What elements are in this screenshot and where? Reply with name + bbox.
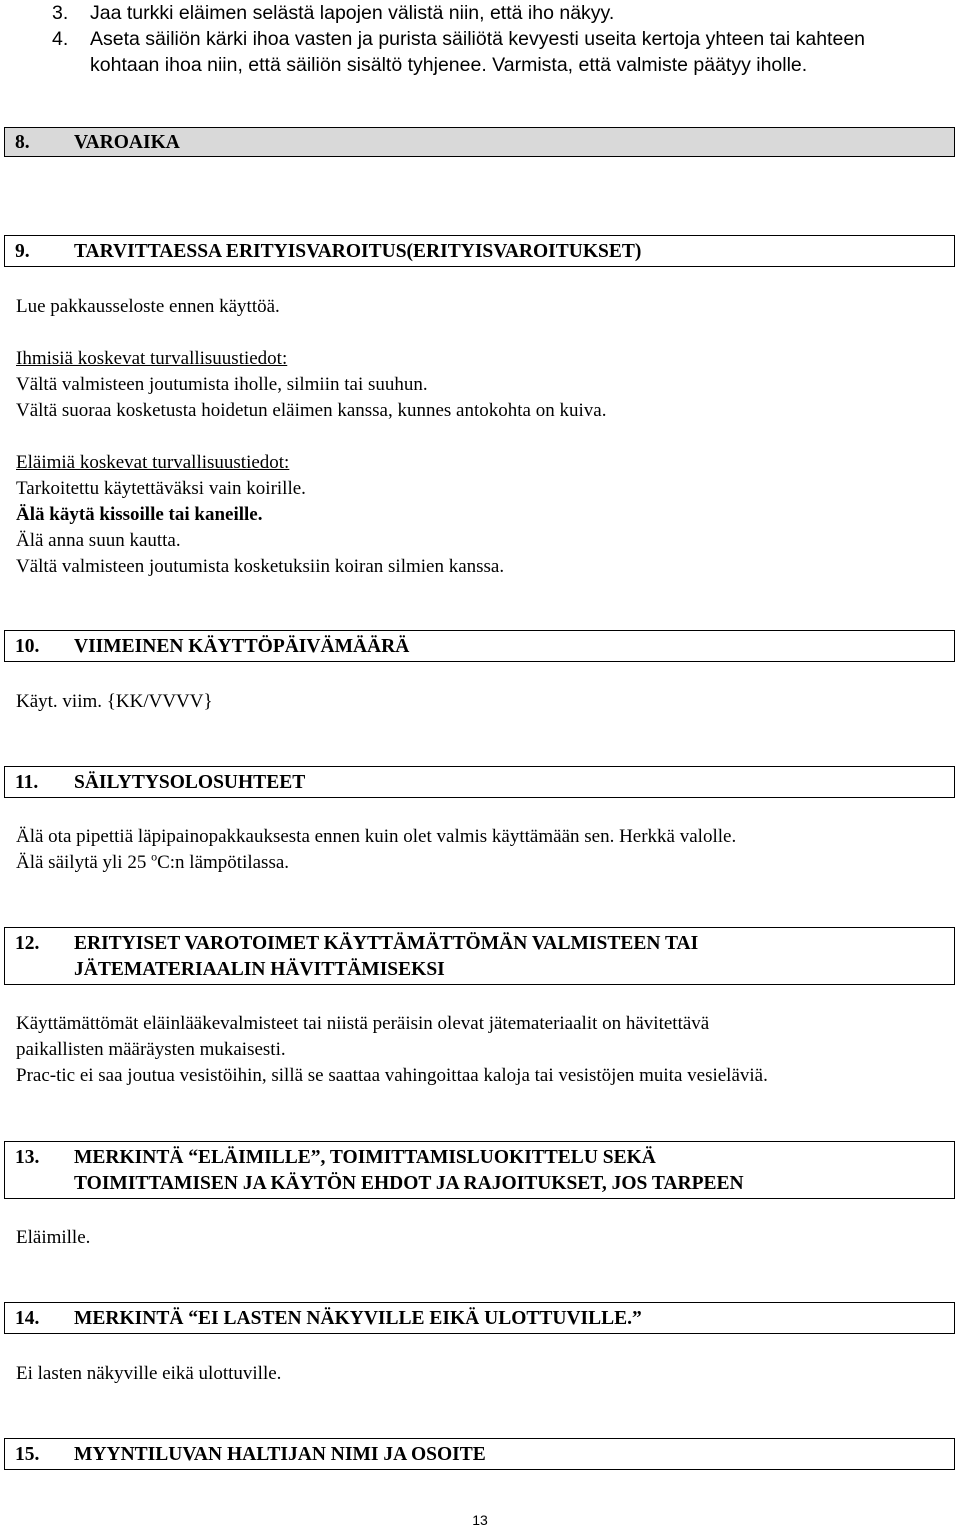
section-title: VAROAIKA xyxy=(74,132,180,153)
expiry-text: Käyt. viim. {KK/VVVV} xyxy=(16,691,213,712)
paragraph: Prac-tic ei saa joutua vesistöihin, sillä se saattaa vahingoittaa kaloja tai vesistöjen muita vesieläviä. xyxy=(16,1065,768,1086)
text-segment: Älä säilytä yli 25 xyxy=(16,852,152,873)
section-number: 10. xyxy=(15,636,40,657)
paragraph: Älä anna suun kautta. xyxy=(16,530,181,551)
paragraph: Tarkoitettu käytettäväksi vain koirille. xyxy=(16,478,306,499)
section-8-heading xyxy=(4,127,955,157)
section-title: TOIMITTAMISEN JA KÄYTÖN EHDOT JA RAJOITUKSET, JOS TARPEEN xyxy=(74,1173,744,1194)
page-number: 13 xyxy=(472,1512,488,1528)
section-14-heading xyxy=(4,1302,955,1334)
paragraph: Käyttämättömät eläinlääkevalmisteet tai niistä peräisin olevat jätemateriaalit on hävitettävä xyxy=(16,1013,710,1034)
section-number: 13. xyxy=(15,1147,40,1168)
section-title: SÄILYTYSOLOSUHTEET xyxy=(74,772,306,793)
list-item-number: 4. xyxy=(52,28,69,50)
paragraph: Lue pakkausseloste ennen käyttöä. xyxy=(16,296,280,317)
section-12-heading xyxy=(4,927,955,985)
section-title: MERKINTÄ “ELÄIMILLE”, TOIMITTAMISLUOKITTELU SEKÄ xyxy=(74,1147,656,1168)
section-13-heading xyxy=(4,1141,955,1199)
list-item-text: kohtaan ihoa niin, että säiliön sisältö tyhjenee. Varmista, että valmiste päätyy iholle. xyxy=(90,54,808,76)
section-title: JÄTEMATERIAALIN HÄVITTÄMISEKSI xyxy=(74,959,445,980)
section-number: 8. xyxy=(15,132,30,153)
section-title: MYYNTILUVAN HALTIJAN NIMI JA OSOITE xyxy=(74,1444,486,1465)
section-number: 12. xyxy=(15,933,40,954)
section-title: VIIMEINEN KÄYTTÖPÄIVÄMÄÄRÄ xyxy=(74,636,410,657)
degree-superscript: o xyxy=(151,849,158,864)
section-15-heading xyxy=(4,1438,955,1470)
section-9-heading xyxy=(4,235,955,267)
list-item-text: Jaa turkki eläimen selästä lapojen välistä niin, että iho näkyy. xyxy=(90,2,615,24)
paragraph: Vältä valmisteen joutumista kosketuksiin koiran silmien kanssa. xyxy=(16,556,505,577)
section-title: MERKINTÄ “EI LASTEN NÄKYVILLE EIKÄ ULOTTUVILLE.” xyxy=(74,1308,642,1329)
list-item-number: 3. xyxy=(52,2,69,24)
paragraph: Älä ota pipettiä läpipainopakkauksesta ennen kuin olet valmis käyttämään sen. Herkkä valolle. xyxy=(16,826,737,847)
paragraph: Ei lasten näkyville eikä ulottuville. xyxy=(16,1363,282,1384)
paragraph: Vältä valmisteen joutumista iholle, silmiin tai suuhun. xyxy=(16,374,428,395)
section-number: 15. xyxy=(15,1444,40,1465)
paragraph: paikallisten määräysten mukaisesti. xyxy=(16,1039,286,1060)
paragraph: Vältä suoraa kosketusta hoidetun eläimen kanssa, kunnes antokohta on kuiva. xyxy=(16,400,607,421)
section-number: 9. xyxy=(15,241,30,262)
text-segment: C:n lämpötilassa. xyxy=(157,852,290,873)
animals-safety-heading: Eläimiä koskevat turvallisuustiedot: xyxy=(16,452,290,473)
section-title: ERITYISET VAROTOIMET KÄYTTÄMÄTTÖMÄN VALMISTEEN TAI xyxy=(74,933,699,954)
paragraph xyxy=(16,850,289,876)
section-10-heading xyxy=(4,630,955,662)
warning-text: Älä käytä kissoille tai kaneille. xyxy=(16,504,263,525)
list-item-text: Aseta säiliön kärki ihoa vasten ja purista säiliötä kevyesti useita kertoja yhteen tai kahteen xyxy=(90,28,866,50)
section-11-heading xyxy=(4,766,955,798)
section-number: 14. xyxy=(15,1308,40,1329)
section-number: 11. xyxy=(15,772,39,793)
paragraph: Eläimille. xyxy=(16,1227,91,1248)
humans-safety-heading: Ihmisiä koskevat turvallisuustiedot: xyxy=(16,348,288,369)
section-title: TARVITTAESSA ERITYISVAROITUS(ERITYISVAROITUKSET) xyxy=(74,241,642,262)
